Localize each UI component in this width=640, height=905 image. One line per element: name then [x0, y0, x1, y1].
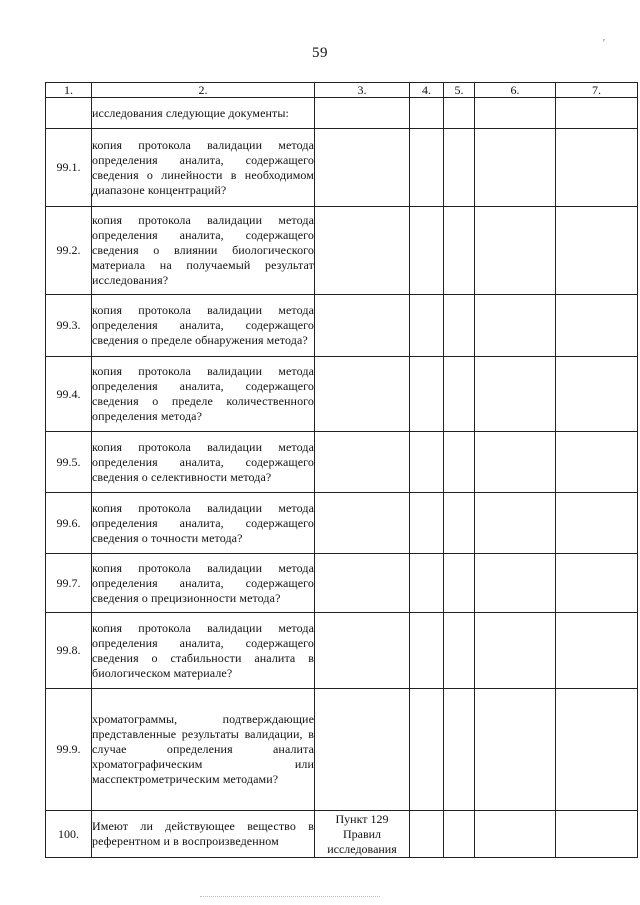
- column-header-2: 2.: [92, 83, 315, 98]
- reference-cell: [315, 613, 410, 689]
- answer-cell-6: [475, 811, 556, 858]
- answer-cell-7: [556, 493, 638, 554]
- answer-cell-6: [475, 98, 556, 129]
- reference-cell: [315, 98, 410, 129]
- reference-cell: [315, 554, 410, 613]
- question-text: копия протокола валидации метода определения аналита, содержащего сведения о прецизионности метода?: [92, 554, 315, 613]
- reference-cell: [315, 689, 410, 811]
- table-row: [46, 811, 638, 858]
- row-number: 100.: [46, 811, 92, 858]
- answer-cell-7: [556, 432, 638, 493]
- answer-cell-4: [410, 295, 444, 357]
- row-number: 99.8.: [46, 613, 92, 689]
- table-row: [46, 613, 638, 689]
- answer-cell-4: [410, 811, 444, 858]
- reference-cell: Пункт 129 Правил исследования: [315, 811, 410, 858]
- answer-cell-6: [475, 432, 556, 493]
- table-row: [46, 98, 638, 129]
- row-number: [46, 98, 92, 129]
- answer-cell-4: [410, 493, 444, 554]
- row-number: 99.2.: [46, 207, 92, 295]
- answer-cell-4: [410, 613, 444, 689]
- answer-cell-7: [556, 207, 638, 295]
- reference-cell: [315, 295, 410, 357]
- answer-cell-7: [556, 613, 638, 689]
- reference-cell: [315, 357, 410, 432]
- question-text: исследования следующие документы:: [92, 98, 315, 129]
- column-header-1: 1.: [46, 83, 92, 98]
- answer-cell-6: [475, 357, 556, 432]
- answer-cell-4: [410, 98, 444, 129]
- answer-cell-7: [556, 357, 638, 432]
- reference-cell: [315, 207, 410, 295]
- answer-cell-6: [475, 295, 556, 357]
- question-text: копия протокола валидации метода определения аналита, содержащего сведения о влиянии биологического материала на получаемый результат исследования?: [92, 207, 315, 295]
- row-number: 99.3.: [46, 295, 92, 357]
- answer-cell-6: [475, 129, 556, 207]
- question-text: Имеют ли действующее вещество в референтном и в воспроизведенном: [92, 811, 315, 858]
- answer-cell-4: [410, 432, 444, 493]
- question-text: копия протокола валидации метода определения аналита, содержащего сведения о стабильности аналита в биологическом материале?: [92, 613, 315, 689]
- page-number: 59: [312, 45, 328, 61]
- table-row: [46, 493, 638, 554]
- answer-cell-6: [475, 613, 556, 689]
- answer-cell-7: [556, 129, 638, 207]
- column-header-3: 3.: [315, 83, 410, 98]
- column-header-5: 5.: [444, 83, 475, 98]
- scan-mark: ': [603, 38, 605, 49]
- answer-cell-6: [475, 493, 556, 554]
- header-row: [46, 83, 638, 98]
- table-row: [46, 554, 638, 613]
- reference-cell: [315, 129, 410, 207]
- row-number: 99.7.: [46, 554, 92, 613]
- table-row: [46, 295, 638, 357]
- answer-cell-4: [410, 554, 444, 613]
- answer-cell-5: [444, 98, 475, 129]
- column-header-6: 6.: [475, 83, 556, 98]
- answer-cell-7: [556, 295, 638, 357]
- row-number: 99.1.: [46, 129, 92, 207]
- answer-cell-5: [444, 613, 475, 689]
- answer-cell-7: [556, 554, 638, 613]
- table-row: [46, 357, 638, 432]
- answer-cell-5: [444, 129, 475, 207]
- answer-cell-5: [444, 207, 475, 295]
- answer-cell-5: [444, 689, 475, 811]
- answer-cell-6: [475, 689, 556, 811]
- answer-cell-5: [444, 295, 475, 357]
- table-row: [46, 207, 638, 295]
- reference-cell: [315, 493, 410, 554]
- answer-cell-4: [410, 129, 444, 207]
- table-row: [46, 129, 638, 207]
- question-text: копия протокола валидации метода определения аналита, содержащего сведения о селективности метода?: [92, 432, 315, 493]
- table-row: [46, 432, 638, 493]
- answer-cell-5: [444, 811, 475, 858]
- answer-cell-6: [475, 207, 556, 295]
- row-number: 99.5.: [46, 432, 92, 493]
- row-number: 99.9.: [46, 689, 92, 811]
- answer-cell-4: [410, 207, 444, 295]
- scan-artifact-line: [200, 896, 380, 897]
- question-text: копия протокола валидации метода определения аналита, содержащего сведения о пределе количественного определения метода?: [92, 357, 315, 432]
- answer-cell-7: [556, 811, 638, 858]
- question-text: копия протокола валидации метода определения аналита, содержащего сведения о точности метода?: [92, 493, 315, 554]
- answer-cell-4: [410, 357, 444, 432]
- row-number: 99.4.: [46, 357, 92, 432]
- answer-cell-7: [556, 98, 638, 129]
- question-text: копия протокола валидации метода определения аналита, содержащего сведения о линейности в необходимом диапазоне концентраций?: [92, 129, 315, 207]
- answer-cell-6: [475, 554, 556, 613]
- question-text: хроматограммы, подтверждающие представленные результаты валидации, в случае определения аналита хроматографическим или масспектрометрическим методами?: [92, 689, 315, 811]
- answer-cell-5: [444, 432, 475, 493]
- answer-cell-5: [444, 357, 475, 432]
- question-text: копия протокола валидации метода определения аналита, содержащего сведения о пределе обнаружения метода?: [92, 295, 315, 357]
- answer-cell-5: [444, 554, 475, 613]
- row-number: 99.6.: [46, 493, 92, 554]
- column-header-7: 7.: [556, 83, 638, 98]
- answer-cell-7: [556, 689, 638, 811]
- answer-cell-4: [410, 689, 444, 811]
- checklist-table: [45, 82, 638, 858]
- table-row: [46, 689, 638, 811]
- answer-cell-5: [444, 493, 475, 554]
- reference-cell: [315, 432, 410, 493]
- column-header-4: 4.: [410, 83, 444, 98]
